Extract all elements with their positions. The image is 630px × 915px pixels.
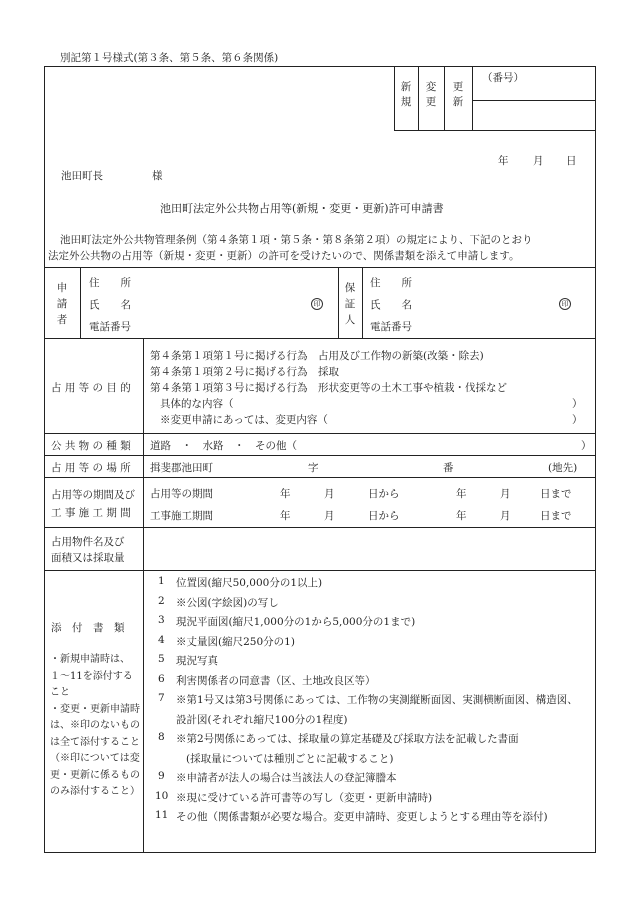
place-ban: 番: [443, 462, 454, 474]
addressee: 池田町長: [61, 170, 103, 182]
purpose-change-close: ）: [572, 414, 583, 426]
attachment-number: 2: [158, 594, 165, 607]
attachment-number: 7: [158, 692, 165, 704]
purpose-change-label: ※変更申請にあっては、変更内容（: [160, 414, 328, 426]
guarantor-name-label: 氏 名: [370, 299, 412, 311]
addressee-suffix: 様: [152, 170, 163, 182]
divider: [338, 267, 339, 338]
purpose-detail-close: ）: [572, 398, 583, 410]
attachment-item: 現況写真: [176, 655, 218, 667]
attachment-item: 現況平面図(縮尺1,000分の1から5,000分の1まで): [176, 616, 416, 628]
purpose-detail-field[interactable]: [232, 393, 567, 409]
guarantor-name-field[interactable]: [430, 295, 555, 313]
period-from: 日から: [368, 488, 400, 500]
guarantor-seal: 印: [559, 297, 571, 310]
attachment-number: 4: [158, 633, 165, 646]
applicant-phone-label: 電話番号: [89, 321, 131, 333]
number-label: （番号）: [482, 72, 524, 84]
form-heading: 池田町法定外公共物占用等(新規・変更・更新)許可申請書: [160, 202, 444, 215]
applicant-name-field[interactable]: [150, 295, 300, 313]
attachments-label: 添 付 書 類: [51, 622, 125, 634]
guarantor-address-label: 住 所: [370, 277, 412, 289]
row-line: [44, 527, 596, 528]
attachment-item: 利害関係者の同意書（区、土地改良区等）: [176, 674, 376, 687]
period-year: 年: [280, 510, 291, 522]
occupancy-period-label: 占用等の期間: [150, 488, 213, 500]
attachment-item: その他（関係書類が必要な場合。変更申請時、変更しようとする理由等を添付): [176, 811, 548, 823]
intro-line-1: 池田町法定外公共物管理条例（第４条第１項・第５条・第８条第２項）の規定により、下記のとおり: [60, 234, 533, 246]
place-prefix: 揖斐郡池田町: [150, 462, 213, 474]
attachment-item: ※公図(字絵図)の写し: [176, 596, 279, 609]
renew-checkbox[interactable]: 更 新: [452, 81, 464, 108]
attachment-number: 6: [158, 672, 165, 685]
row-line: [44, 338, 596, 339]
guarantor-label: 保 証 人: [344, 282, 356, 326]
divider: [394, 130, 596, 131]
applicant-address-label: 住 所: [89, 277, 131, 289]
divider: [362, 267, 363, 338]
row-line: [44, 267, 596, 268]
row-line: [44, 570, 596, 571]
guarantor-address-field[interactable]: [430, 273, 590, 291]
applicant-address-field[interactable]: [150, 273, 330, 291]
guarantor-phone-label: 電話番号: [370, 321, 412, 333]
kind-label: 公 共 物 の 種 類: [51, 440, 131, 452]
date-month-label: 月: [533, 155, 544, 167]
period-label-2: 工 事 施 工 期 間: [51, 507, 131, 519]
attachment-item: ※第2号関係にあっては、採取量の算定基礎及び採取方法を記載した書面: [176, 733, 519, 745]
row-line: [44, 433, 596, 434]
date-day-label: 日: [566, 155, 577, 167]
attachment-item-continued: 設計図(それぞれ縮尺100分の1程度): [176, 713, 348, 726]
new-checkbox[interactable]: 新 規: [400, 81, 412, 108]
period-year: 年: [456, 488, 467, 500]
period-month: 月: [500, 510, 511, 522]
attachment-number: 3: [158, 614, 165, 626]
period-year: 年: [280, 488, 291, 500]
change-checkbox[interactable]: 変 更: [425, 81, 437, 108]
applicant-label: 申 請 者: [56, 282, 68, 326]
period-year: 年: [456, 510, 467, 522]
kind-options[interactable]: 道路 ・ 水路 ・ その他（: [150, 440, 297, 452]
applicant-seal: 印: [311, 297, 323, 310]
form-number-title: 別記第１号様式(第３条、第５条、第６条関係): [60, 52, 279, 64]
period-to: 日まで: [540, 510, 572, 522]
label-column-divider: [143, 338, 144, 853]
purpose-label: 占 用 等 の 目 的: [51, 382, 131, 394]
attachment-item: 位置図(縮尺50,000分の1以上): [176, 577, 323, 589]
purpose-option-1[interactable]: 第４条第１項第１号に掲げる行為 占用及び工作物の新築(改築・除去): [150, 350, 484, 362]
row-line: [44, 477, 596, 478]
period-from: 日から: [368, 510, 400, 522]
object-label-2: 面積又は採取量: [51, 552, 125, 564]
place-suffix: (地先): [548, 462, 578, 474]
applicant-phone-field[interactable]: [150, 317, 330, 335]
attachment-number: 9: [158, 770, 165, 782]
purpose-option-3[interactable]: 第４条第１項第３号に掲げる行為 形状変更等の土木工事や植栽・伐採など: [150, 382, 507, 394]
period-month: 月: [324, 510, 335, 522]
number-field[interactable]: [476, 104, 592, 126]
attachment-number: 8: [158, 731, 165, 743]
divider: [472, 66, 473, 130]
attachment-item-continued: (採取量については種別ごとに記載すること): [186, 752, 394, 765]
period-label-1: 占用等の期間及び: [51, 489, 135, 501]
period-month: 月: [500, 488, 511, 500]
attachment-number: 11: [155, 809, 169, 821]
kind-close: ）: [581, 440, 592, 452]
object-label-1: 占用物件名及び: [51, 536, 125, 548]
applicant-name-label: 氏 名: [89, 299, 131, 311]
divider: [394, 66, 395, 130]
divider: [80, 267, 81, 338]
date-year-label: 年: [498, 155, 509, 167]
attachment-item: ※現に受けている許可書等の写し（変更・更新申請時): [176, 791, 433, 804]
attachment-number: 5: [158, 653, 165, 665]
attachments-note: ・新規申請時は、１〜11を添付すること ・変更・更新申請時は、※印のないものは全て添付すること（※印については変更・更新に係るもののみ添付すること）: [50, 654, 140, 797]
divider: [418, 66, 419, 130]
purpose-detail-label: 具体的な内容（: [160, 398, 234, 410]
row-line: [44, 455, 596, 456]
place-label: 占 用 等 の 場 所: [51, 462, 131, 474]
attachment-item: ※丈量図(縮尺250分の1): [176, 635, 295, 648]
period-to: 日まで: [540, 488, 572, 500]
place-aza: 字: [308, 462, 319, 474]
place-field[interactable]: [225, 458, 540, 474]
attachment-number: 1: [158, 575, 165, 587]
period-month: 月: [324, 488, 335, 500]
attachment-number: 10: [155, 789, 169, 802]
guarantor-phone-field[interactable]: [430, 317, 590, 335]
divider: [472, 100, 596, 101]
attachment-item: ※申請者が法人の場合は当該法人の登記簿謄本: [176, 772, 397, 784]
purpose-change-field[interactable]: [340, 409, 567, 425]
purpose-option-2[interactable]: 第４条第１項第２号に掲げる行為 採取: [150, 366, 339, 378]
intro-line-2: 法定外公共物の占用等（新規・変更・更新）の許可を受けたいので、関係書類を添えて申請します。: [48, 250, 520, 262]
attachment-item: ※第1号又は第3号関係にあっては、工作物の実測縦断面図、実測横断面図、構造図、: [176, 694, 578, 706]
construction-period-label: 工事施工期間: [150, 510, 213, 522]
object-field[interactable]: [150, 532, 590, 566]
divider: [444, 66, 445, 130]
